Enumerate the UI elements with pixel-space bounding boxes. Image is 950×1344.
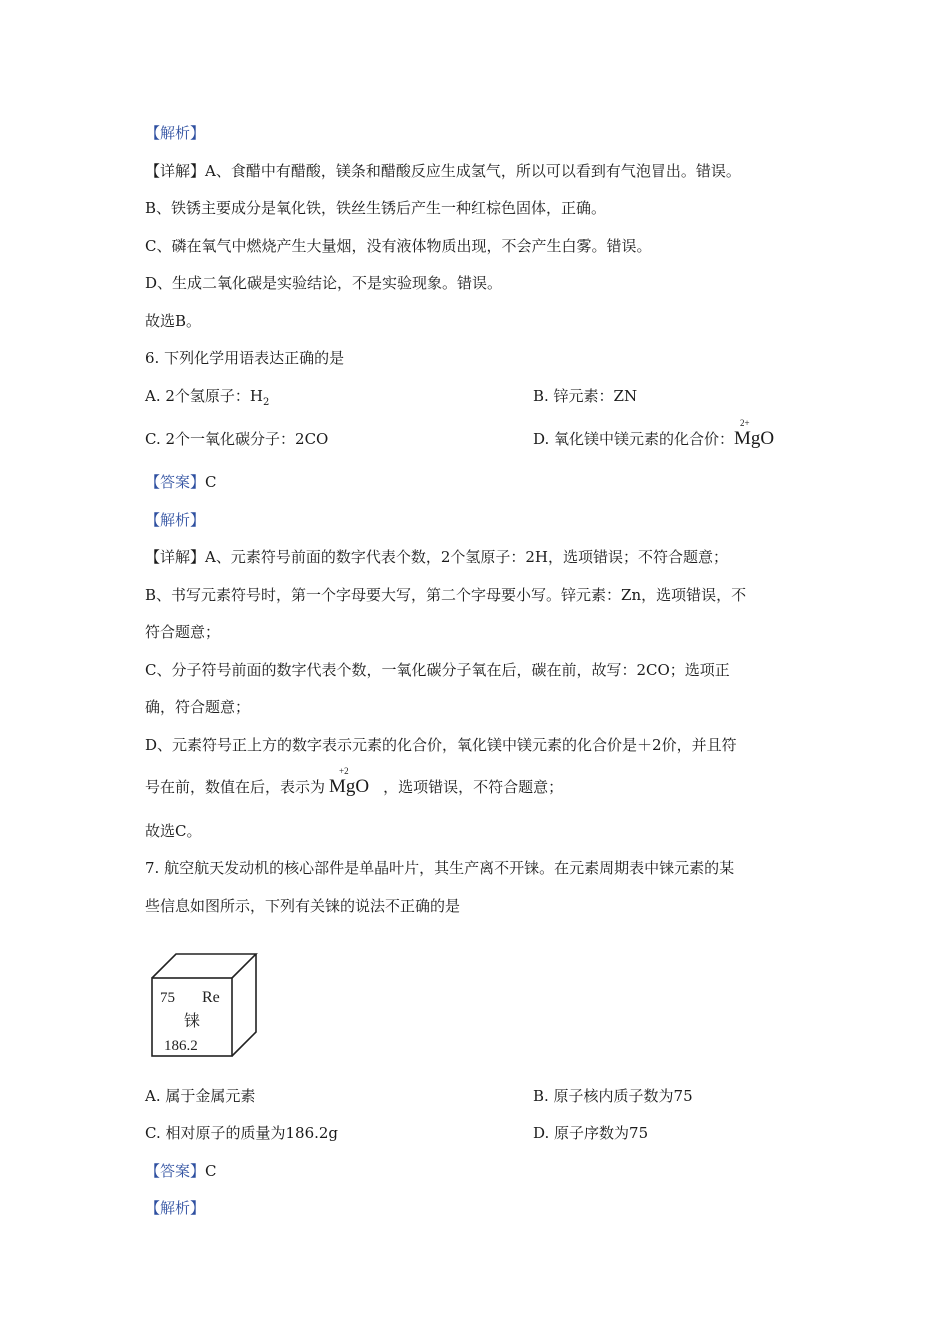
question-7-answer: 【答案】C	[145, 1162, 217, 1180]
explanation-line: D、元素符号正上方的数字表示元素的化合价，氧化镁中镁元素的化合价是＋2价，并且符	[145, 736, 737, 754]
element-cell-diagram	[148, 950, 264, 1060]
valence-formula: +2 MgO	[329, 766, 370, 797]
cube-side-face	[232, 954, 256, 1056]
valence-formula: 2+ MgO	[734, 418, 775, 449]
question-6-option-d: D. 氧化镁中镁元素的化合价： 2+ MgO	[533, 418, 775, 449]
explanation-line: B、书写元素符号时，第一个字母要大写，第二个字母要小写。锌元素：Zn，选项错误，不	[145, 586, 747, 604]
element-name: 铼	[183, 1013, 201, 1030]
explanation-line: 符合题意；	[145, 623, 221, 641]
explanation-line: C、分子符号前面的数字代表个数，一氧化碳分子氧在后，碳在前，故写：2CO；选项正	[145, 661, 730, 679]
element-symbol: Re	[202, 989, 220, 1006]
question-6-option-a: A. 2个氢原子：$H_2$	[145, 387, 270, 408]
explanation-line: C、磷在氧气中燃烧产生大量烟，没有液体物质出现，不会产生白雾。错误。	[145, 237, 652, 255]
question-7-option-a: A. 属于金属元素	[145, 1087, 256, 1105]
conclusion-line: 故选C。	[145, 822, 202, 840]
explanation-line: 号在前，数值在后，表示为 +2 MgO ，选项错误，不符合题意；	[145, 766, 564, 797]
question-7-option-d: D. 原子序数为75	[533, 1124, 649, 1142]
question-7-option-b: B. 原子核内质子数为75	[533, 1087, 693, 1105]
question-6-option-b: B. 锌元素：ZN	[533, 387, 638, 405]
analysis-heading: 【解析】	[145, 124, 206, 142]
explanation-line: 确，符合题意；	[145, 698, 251, 716]
conclusion-line: 故选B。	[145, 312, 202, 330]
explanation-line: B、铁锈主要成分是氧化铁，铁丝生锈后产生一种红棕色固体，正确。	[145, 199, 607, 217]
explanation-line: 【详解】A、食醋中有醋酸，镁条和醋酸反应生成氢气，所以可以看到有气泡冒出。错误。	[145, 162, 741, 180]
question-7-option-c: C. 相对原子的质量为186.2g	[145, 1124, 339, 1142]
question-6-option-c: C. 2个一氧化碳分子：2CO	[145, 430, 329, 448]
analysis-heading: 【解析】	[145, 1199, 206, 1217]
explanation-line: 【详解】A、元素符号前面的数字代表个数，2个氢原子：2H，选项错误；不符合题意；	[145, 548, 729, 566]
cube-top-face	[152, 954, 256, 978]
question-7-stem: 些信息如图所示，下列有关铼的说法不正确的是	[145, 897, 461, 915]
analysis-heading: 【解析】	[145, 511, 206, 529]
question-7-stem: 7. 航空航天发动机的核心部件是单晶叶片，其生产离不开铼。在元素周期表中铼元素的某	[145, 859, 735, 877]
explanation-line: D、生成二氧化碳是实验结论，不是实验现象。错误。	[145, 274, 503, 292]
atomic-number: 75	[160, 990, 175, 1006]
atomic-mass: 186.2	[164, 1038, 198, 1054]
question-6-stem: 6. 下列化学用语表达正确的是	[145, 349, 345, 367]
question-6-answer: 【答案】C	[145, 473, 217, 491]
